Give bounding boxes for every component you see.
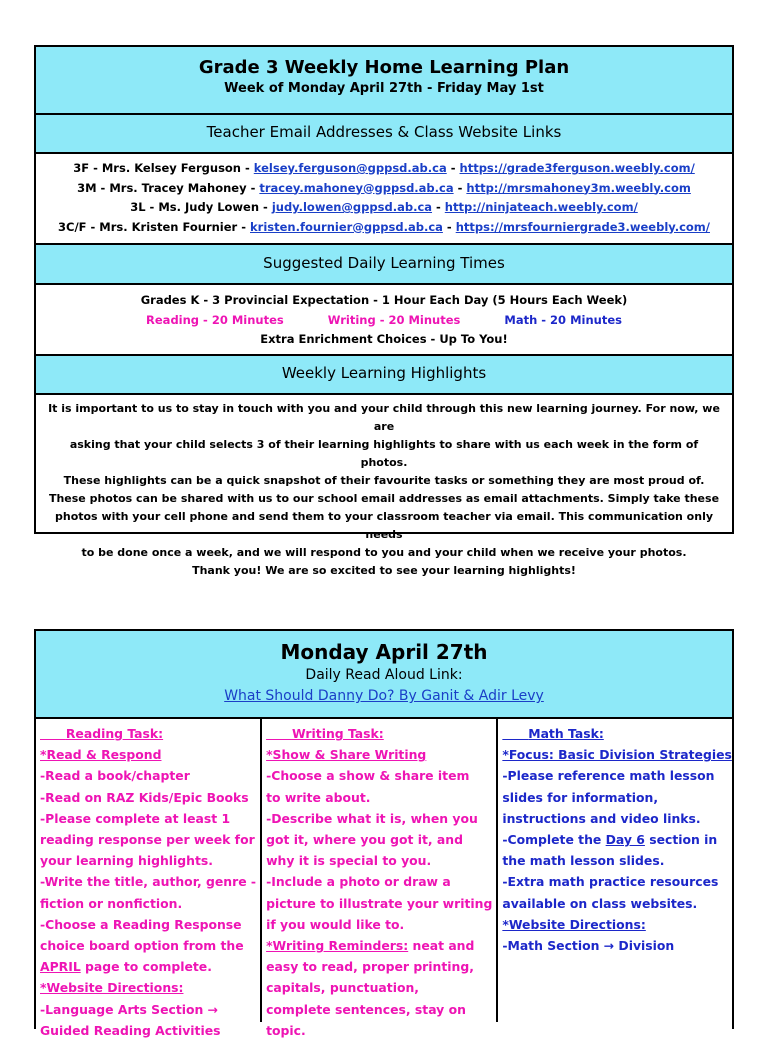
highlights-paragraph <box>36 395 732 584</box>
writing-task-line: got it, where you got it, and <box>266 832 463 848</box>
highlights-line: asking that your child selects 3 of their learning highlights to share with us each week in the form of photos. <box>69 438 699 469</box>
math-task-text: -Complete the <box>502 832 606 848</box>
math-time: Math - 20 Minutes <box>504 312 622 327</box>
math-task-header <box>502 723 732 744</box>
separator: - <box>453 180 467 195</box>
separator: - <box>432 200 445 214</box>
reading-task-text: page to complete. <box>80 959 212 975</box>
class-website-link[interactable]: https://grade3ferguson.weebly.com/ <box>459 161 695 175</box>
highlights-line: to be done once a week, and we will respond to you and your child when we receive your photos. <box>81 546 687 559</box>
provincial-expectation: Grades K - 3 Provincial Expectation - 1 Hour Each Day (5 Hours Each Week) <box>140 293 628 307</box>
writing-task-line: if you would like to. <box>266 916 405 932</box>
april-page-link[interactable]: APRIL <box>40 959 81 975</box>
math-task-line: slides for information, <box>502 789 659 805</box>
teacher-name: 3C/F - Mrs. Kristen Fournier - <box>58 219 250 234</box>
separator: - <box>442 219 456 234</box>
subject-times <box>36 311 732 331</box>
teacher-name: 3F - Mrs. Kelsey Ferguson - <box>73 161 254 175</box>
teacher-contacts <box>36 154 732 245</box>
math-task-line: the math lesson slides. <box>502 853 665 869</box>
website-directions-label: *Website Directions: <box>502 916 646 932</box>
reading-time: Reading - 20 Minutes <box>146 312 284 327</box>
reading-task-line: -Choose a Reading Response <box>40 916 242 932</box>
teacher-name: 3M - Mrs. Tracey Mahoney - <box>77 180 260 195</box>
reading-task-line: fiction or nonfiction. <box>40 895 183 911</box>
class-website-link[interactable]: http://ninjateach.weebly.com/ <box>444 200 638 214</box>
class-website-link[interactable]: https://mrsfourniergrade3.weebly.com/ <box>455 219 710 234</box>
reading-task-focus: *Read & Respond <box>40 747 162 763</box>
writing-time: Writing - 20 Minutes <box>327 312 461 327</box>
enrichment-note: Extra Enrichment Choices - Up To You! <box>260 332 508 346</box>
reading-task-line: -Write the title, author, genre - <box>40 874 257 890</box>
highlights-line: These photos can be shared with us to our school email addresses as email attachments. Simply take these <box>48 492 720 505</box>
day-title: Monday April 27th <box>280 640 488 664</box>
writing-task-line: topic. <box>266 1022 306 1038</box>
writing-task-line: picture to illustrate your writing <box>266 895 493 911</box>
writing-task-line: capitals, punctuation, <box>266 980 420 996</box>
math-task-focus: *Focus: Basic Division Strategies <box>502 747 732 763</box>
week-range: Week of Monday April 27th - Friday May 1st <box>224 81 544 96</box>
writing-task-line: to write about. <box>266 789 371 805</box>
weekly-plan-box <box>34 45 734 577</box>
separator: - <box>446 161 460 175</box>
class-website-link[interactable]: http://mrsmahoney3m.weebly.com <box>466 180 691 195</box>
reading-task-column <box>36 719 260 1038</box>
reading-task-line: -Please complete at least 1 <box>40 810 231 826</box>
plan-title-block <box>36 47 732 115</box>
highlights-line: photos with your cell phone and send them to your classroom teacher via email. This communication only needs <box>54 510 714 541</box>
reading-task-line: choice board option from the <box>40 938 244 954</box>
reading-task-title: Reading Task: <box>65 726 164 741</box>
math-task-title: Math Task: <box>528 726 604 741</box>
highlights-line: It is important to us to stay in touch with you and your child through this new learning journey. For now, we are <box>48 402 720 433</box>
highlights-line: These highlights can be a quick snapshot of their favourite tasks or something they are most proud of. <box>63 474 705 487</box>
task-columns <box>36 719 732 1038</box>
writing-task-line <box>266 935 492 956</box>
contacts-header: Teacher Email Addresses & Class Website Links <box>36 115 732 154</box>
highlights-line: Thank you! We are so excited to see your learning highlights! <box>192 564 576 577</box>
reading-task-line: -Read on RAZ Kids/Epic Books <box>40 789 249 805</box>
read-aloud-label: Daily Read Aloud Link: <box>305 667 463 683</box>
teacher-email-link[interactable]: kristen.fournier@gppsd.ab.ca <box>250 219 443 234</box>
day-6-link[interactable]: Day 6 <box>605 832 645 848</box>
times-header: Suggested Daily Learning Times <box>36 245 732 285</box>
teacher-email-link[interactable]: tracey.mahoney@gppsd.ab.ca <box>259 180 454 195</box>
math-task-line: -Math Section → Division <box>502 938 675 954</box>
reading-task-line: reading response per week for <box>40 832 255 848</box>
math-task-line: -Please reference math lesson <box>502 768 715 784</box>
reading-task-line: your learning highlights. <box>40 853 213 869</box>
math-task-line <box>502 829 732 850</box>
teacher-row <box>36 179 732 199</box>
teacher-row <box>36 198 732 218</box>
writing-task-header <box>266 723 492 744</box>
reading-task-header <box>40 723 256 744</box>
writing-task-title: Writing Task: <box>291 726 384 741</box>
writing-task-line: -Choose a show & share item <box>266 768 470 784</box>
read-aloud-link[interactable]: What Should Danny Do? By Ganit & Adir Levy <box>224 688 544 704</box>
reading-task-line: Guided Reading Activities <box>40 1022 221 1038</box>
writing-task-line: why it is special to you. <box>266 853 432 869</box>
reading-task-line <box>40 956 256 977</box>
writing-task-text: neat and <box>408 938 475 954</box>
teacher-row <box>36 218 732 238</box>
page-title: Grade 3 Weekly Home Learning Plan <box>198 57 570 78</box>
monday-header-block <box>36 631 732 719</box>
teacher-name: 3L - Ms. Judy Lowen - <box>130 200 272 214</box>
math-task-text: section in <box>644 832 718 848</box>
writing-task-line: -Include a photo or draw a <box>266 874 451 890</box>
writing-task-line: easy to read, proper printing, <box>266 959 474 975</box>
writing-reminders-label: *Writing Reminders: <box>266 938 409 954</box>
writing-task-line: -Describe what it is, when you <box>266 810 478 826</box>
writing-task-line: complete sentences, stay on <box>266 1001 466 1017</box>
daily-times <box>36 285 732 356</box>
teacher-email-link[interactable]: judy.lowen@gppsd.ab.ca <box>271 200 433 214</box>
teacher-email-link[interactable]: kelsey.ferguson@gppsd.ab.ca <box>253 161 447 175</box>
math-task-line: instructions and video links. <box>502 810 701 826</box>
reading-task-line: -Language Arts Section → <box>40 1001 219 1017</box>
monday-plan-box <box>34 629 734 1038</box>
writing-task-focus: *Show & Share Writing <box>266 747 427 763</box>
website-directions-label: *Website Directions: <box>40 980 184 996</box>
teacher-row <box>36 159 732 179</box>
math-task-line: available on class websites. <box>502 895 698 911</box>
highlights-header: Weekly Learning Highlights <box>36 356 732 395</box>
reading-task-line: -Read a book/chapter <box>40 768 190 784</box>
writing-task-column <box>260 719 496 1038</box>
math-task-column <box>496 719 736 1022</box>
math-task-line: -Extra math practice resources <box>502 874 719 890</box>
